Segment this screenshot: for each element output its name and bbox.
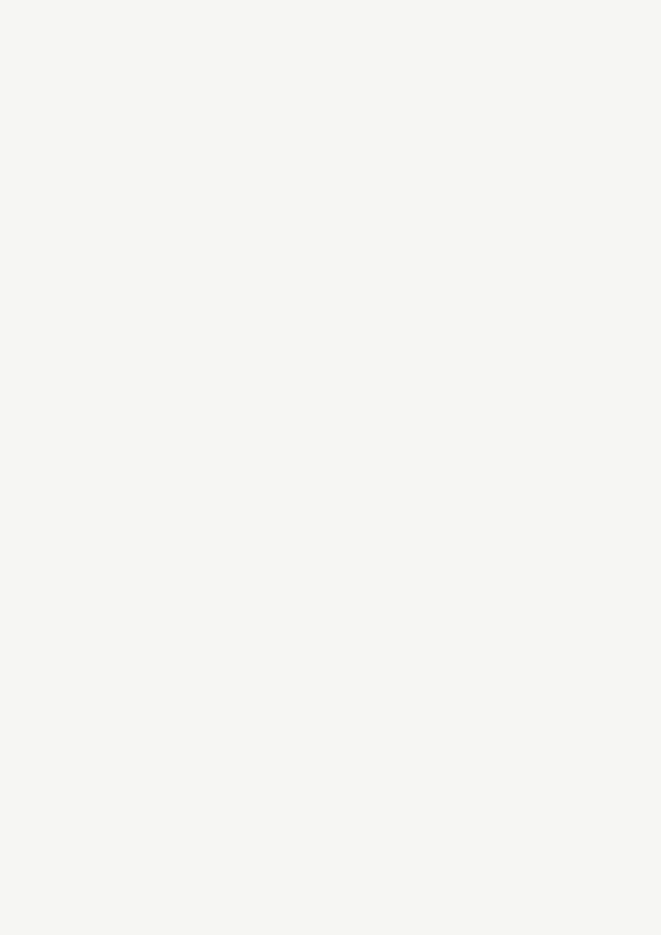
data-table xyxy=(90,95,614,865)
rotated-table-page xyxy=(68,95,614,865)
